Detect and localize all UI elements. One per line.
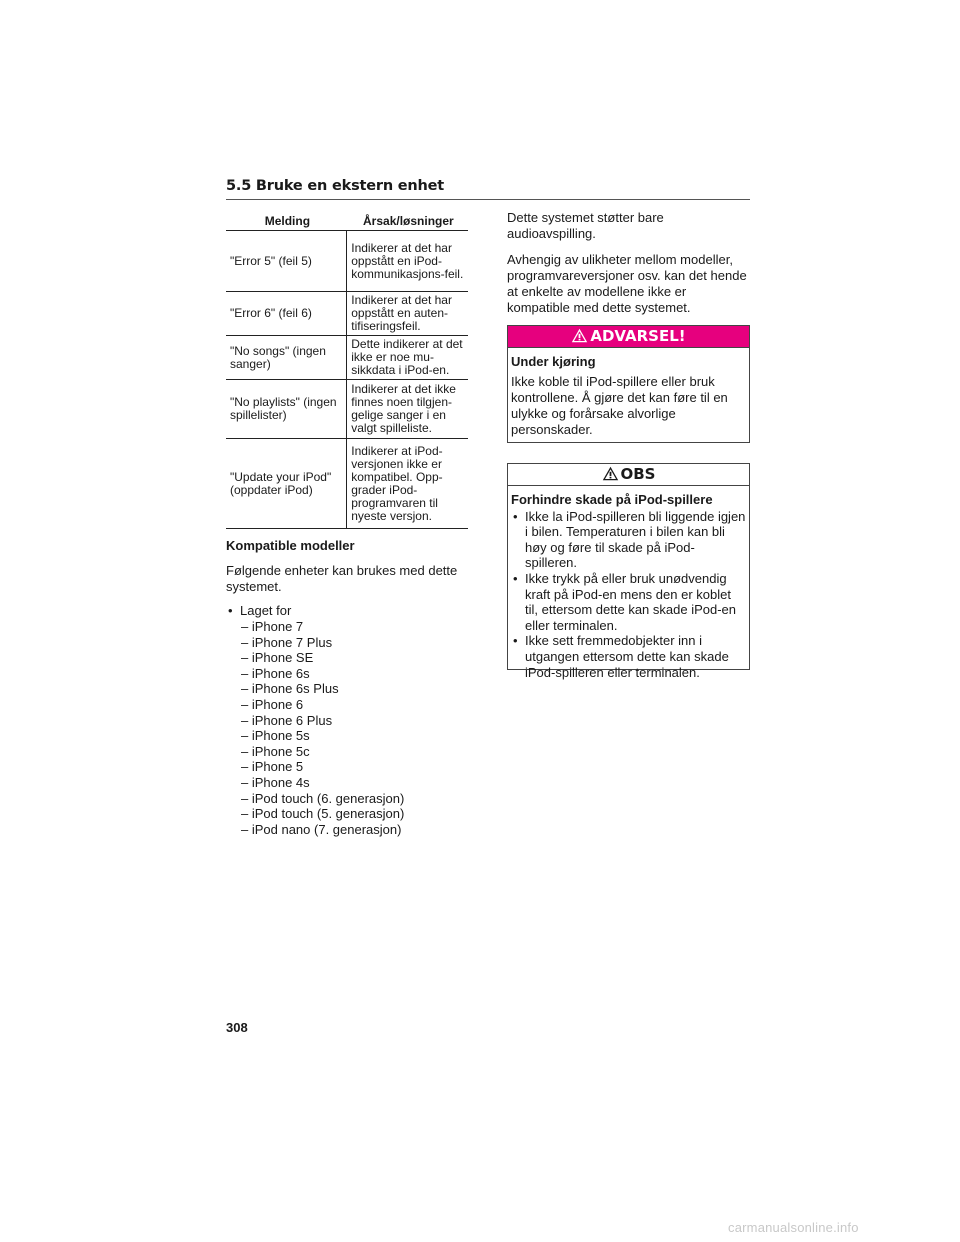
section-title: 5.5 Bruke en ekstern enhet <box>226 178 445 194</box>
list-item: – iPhone 6s <box>241 665 310 681</box>
bullet-dot: • <box>513 570 518 586</box>
list-item: – iPhone SE <box>241 650 314 666</box>
notice-subheading: Forhindre skade på iPod-spillere <box>511 492 713 507</box>
table-row <box>226 336 468 380</box>
list-item: – iPhone 5 <box>241 759 304 775</box>
cause-cell: Indikerer at det har oppstått en auten-tifiseringsfeil. <box>347 292 468 336</box>
warning-text: Ikke koble til iPod-spillere eller bruk kontrollene. Å gjøre det kan føre til en ulykke og forårsake alvorlige personskader. <box>511 374 728 437</box>
list-item: – iPhone 7 Plus <box>241 634 333 650</box>
column-header-message: Melding <box>226 213 347 231</box>
warning-header <box>508 326 749 348</box>
message-table <box>226 213 468 529</box>
section-header <box>226 178 750 194</box>
audio-only-paragraph: Dette systemet støtter bare audioavspilling. <box>507 210 664 241</box>
warning-body <box>508 348 749 438</box>
warning-subheading: Under kjøring <box>511 354 596 369</box>
notice-list <box>511 509 746 681</box>
list-item: – iPod nano (7. generasjon) <box>241 821 402 837</box>
list-item <box>511 509 746 571</box>
notice-body <box>508 486 749 680</box>
bullet-dot: • <box>513 633 518 649</box>
message-cell: "Update your iPod" (oppdater iPod) <box>226 439 347 529</box>
list-item: – iPhone 5s <box>241 728 310 744</box>
bullet-dot: • <box>228 603 233 618</box>
message-cell: "No playlists" (ingen spillelister) <box>226 380 347 439</box>
column-header-cause: Årsak/løsninger <box>347 213 468 231</box>
left-column <box>226 213 468 837</box>
list-item: – iPhone 6 Plus <box>241 712 333 728</box>
list-item: – iPhone 4s <box>241 774 310 790</box>
compatible-bullet <box>226 603 468 619</box>
notice-item-text: Ikke sett fremmedobjekter inn i utgangen ettersom dette kan skade iPod-spilleren eller terminalen. <box>525 633 729 680</box>
notice-item-text: Ikke la iPod-spilleren bli liggende igjen i bilen. Temperaturen i bilen kan bli høy og føre til skade på iPod-spilleren. <box>525 508 746 571</box>
bullet-dot: • <box>513 508 518 524</box>
list-item: – iPod touch (6. generasjon) <box>241 790 405 806</box>
page-number: 308 <box>226 1020 248 1035</box>
right-column <box>507 210 750 326</box>
compatible-bullet-label: Laget for <box>240 603 292 618</box>
warning-box <box>507 325 750 443</box>
cause-cell: Indikerer at det ikke finnes noen tilgjen-gelige sanger i en valgt spilleliste. <box>347 380 468 439</box>
list-item: – iPhone 6 <box>241 696 304 712</box>
notice-item-text: Ikke trykk på eller bruk unødvendig kraft på iPod-en mens den er koblet til, ettersom dette kan skade iPod-en eller terminalen. <box>525 570 737 633</box>
compatibility-paragraph: Avhengig av ulikheter mellom modeller, programvareversjoner osv. kan det hende at enkelte av modellene ikke er kompatible med dette systemet. <box>507 252 747 315</box>
list-item: – iPod touch (5. generasjon) <box>241 806 405 822</box>
watermark: carmanualsonline.info <box>728 1220 859 1235</box>
notice-box <box>507 463 750 680</box>
model-list <box>226 619 468 837</box>
warning-triangle-icon <box>571 328 588 349</box>
message-cell: "Error 6" (feil 6) <box>226 292 347 336</box>
cause-cell: Dette indikerer at det ikke er noe mu-sikkdata i iPod-en. <box>347 336 468 380</box>
compatible-models-heading: Kompatible modeller <box>226 538 355 553</box>
list-item <box>511 633 746 680</box>
message-cell: "Error 5" (feil 5) <box>226 231 347 292</box>
warning-triangle-icon <box>602 466 619 487</box>
table-header-row <box>226 213 468 231</box>
list-item <box>511 571 746 633</box>
table-row <box>226 439 468 529</box>
notice-title: OBS <box>620 465 656 483</box>
header-rule <box>226 199 750 200</box>
list-item: – iPhone 5c <box>241 743 310 759</box>
cause-cell: Indikerer at det har oppstått en iPod-kommunikasjons-feil. <box>347 231 468 292</box>
table-row <box>226 292 468 336</box>
cause-cell: Indikerer at iPod-versjonen ikke er kompatibel. Opp-grader iPod-programvaren til nyeste versjon. <box>347 439 468 529</box>
compatible-intro: Følgende enheter kan brukes med dette systemet. <box>226 563 458 594</box>
table-row <box>226 231 468 292</box>
table-row <box>226 380 468 439</box>
warning-title: ADVARSEL! <box>590 327 686 345</box>
list-item: – iPhone 6s Plus <box>241 681 339 697</box>
list-item: – iPhone 7 <box>241 619 304 634</box>
message-cell: "No songs" (ingen sanger) <box>226 336 347 380</box>
notice-header <box>508 464 749 486</box>
